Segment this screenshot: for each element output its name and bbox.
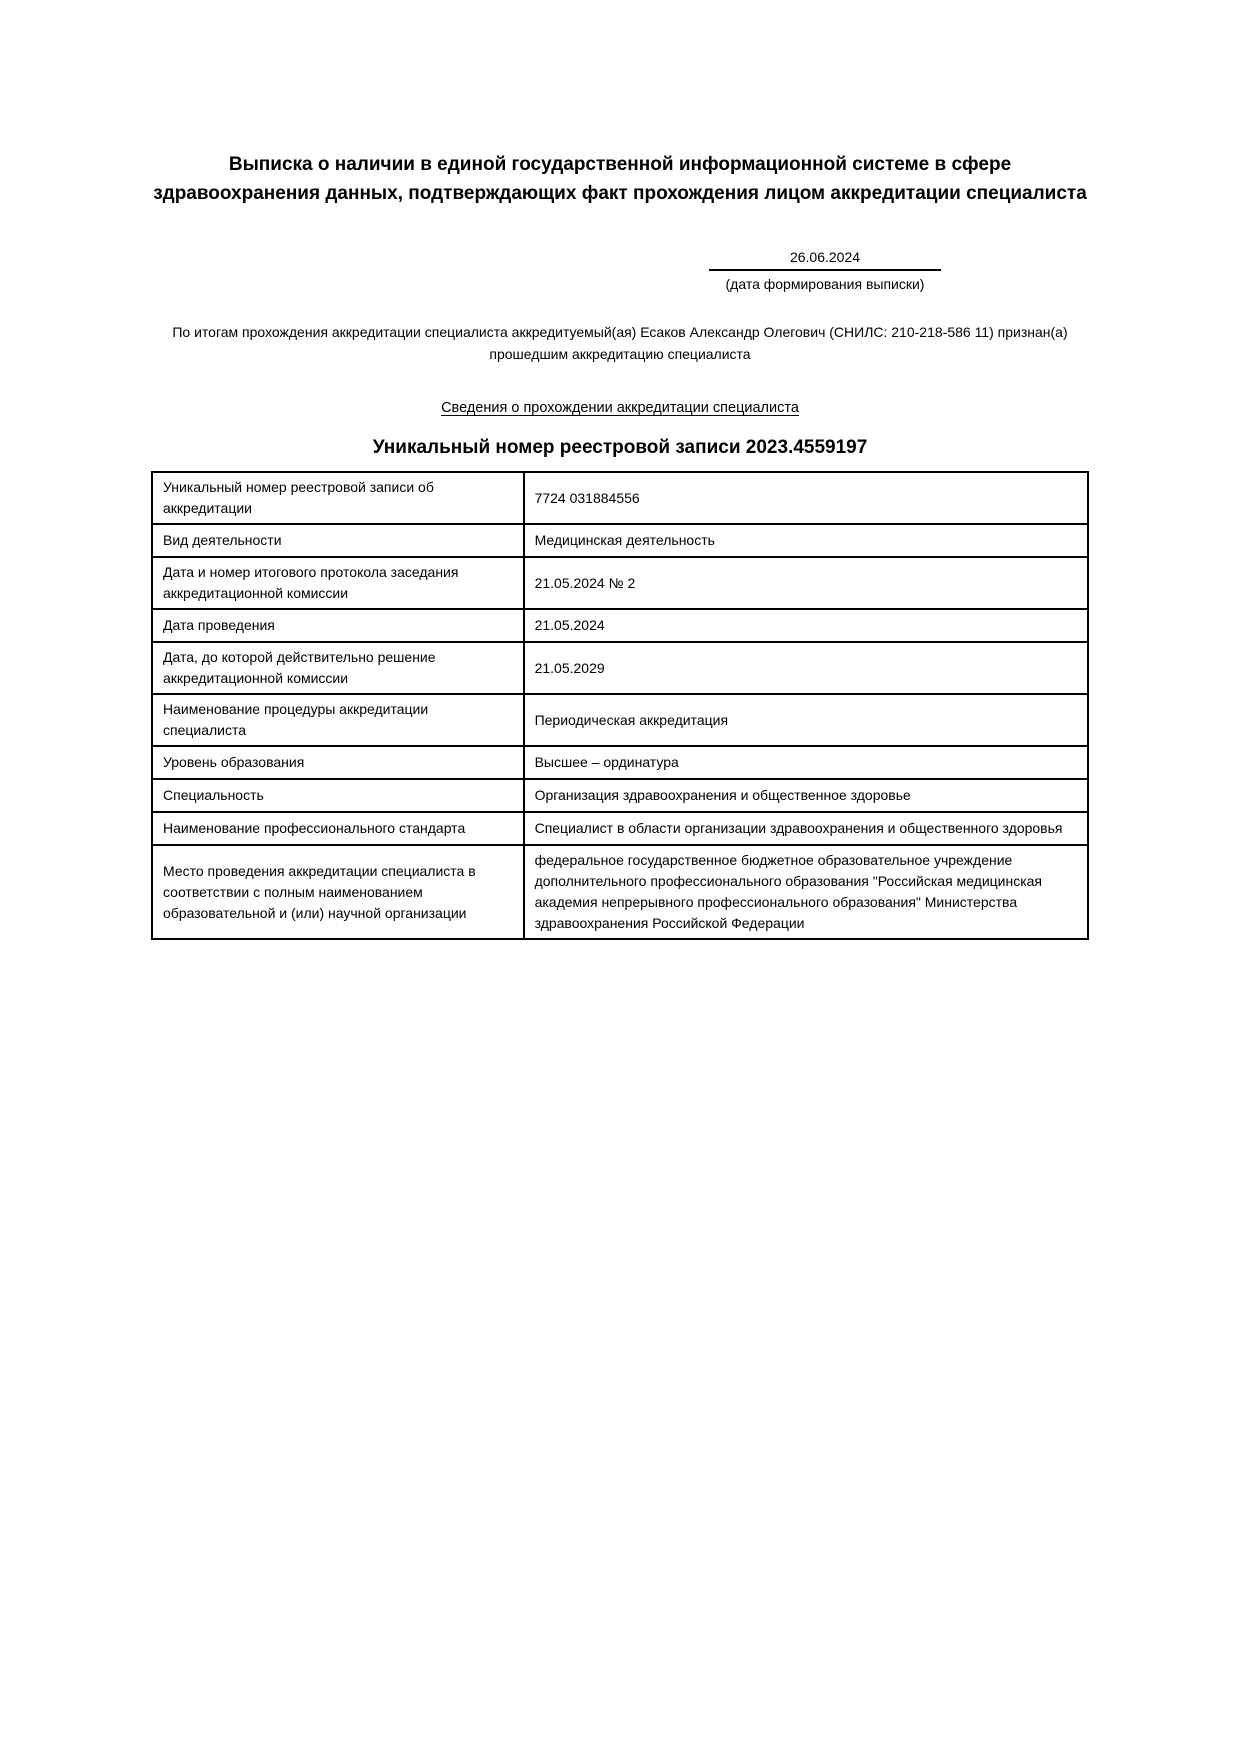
- table-row: [152, 845, 1088, 939]
- row-value-cell: 7724 031884556: [524, 472, 1088, 524]
- row-value-cell: 21.05.2024 № 2: [524, 557, 1088, 609]
- intro-paragraph: По итогам прохождения аккредитации специалиста аккредитуемый(ая) Есаков Александр Олегович (СНИЛС: 210-218-586 11) признан(а) прошедшим аккредитацию специалиста: [172, 324, 1068, 362]
- row-label-cell: Специальность: [152, 779, 524, 812]
- row-value-cell: федеральное государственное бюджетное образовательное учреждение дополнительного профессионального образования "Российская медицинская академия непрерывного профессионального образования" Министерства здравоохранения Российской Федерации: [524, 845, 1088, 939]
- row-label-cell: Наименование процедуры аккредитации специалиста: [152, 694, 524, 746]
- table-row: [152, 642, 1088, 694]
- date-block: [709, 246, 941, 295]
- record-number-title: Уникальный номер реестровой записи 2023.4559197: [372, 437, 868, 458]
- row-label-cell: Дата и номер итогового протокола заседания аккредитационной комиссии: [152, 557, 524, 609]
- table-row: [152, 779, 1088, 812]
- section-title-text: Сведения о прохождении аккредитации специалиста: [441, 400, 799, 416]
- table-row: [152, 472, 1088, 524]
- table-row: [152, 557, 1088, 609]
- row-label-cell: Место проведения аккредитации специалиста в соответствии с полным наименованием образовательной и (или) научной организации: [152, 845, 524, 939]
- row-value-cell: Периодическая аккредитация: [524, 694, 1088, 746]
- row-label-cell: Вид деятельности: [152, 524, 524, 557]
- row-value-cell: Высшее – ординатура: [524, 746, 1088, 779]
- row-label-cell: Дата, до которой действительно решение аккредитационной комиссии: [152, 642, 524, 694]
- document-content: [151, 0, 1089, 940]
- table-row: [152, 609, 1088, 642]
- accreditation-table: [151, 471, 1089, 940]
- extract-date-caption: (дата формирования выписки): [725, 276, 925, 292]
- row-label-cell: Наименование профессионального стандарта: [152, 812, 524, 845]
- row-label-cell: Уровень образования: [152, 746, 524, 779]
- table-row: [152, 812, 1088, 845]
- row-label-cell: Дата проведения: [152, 609, 524, 642]
- document-title: Выписка о наличии в единой государственной информационной системе в сфере здравоохранения данных, подтверждающих факт прохождения лицом аккредитации специалиста: [153, 154, 1087, 204]
- extract-date: 26.06.2024: [709, 246, 941, 271]
- row-value-cell: Специалист в области организации здравоохранения и общественного здоровья: [524, 812, 1088, 845]
- section-title: [151, 397, 1089, 419]
- row-value-cell: Медицинская деятельность: [524, 524, 1088, 557]
- row-value-cell: 21.05.2029: [524, 642, 1088, 694]
- table-row: [152, 694, 1088, 746]
- row-value-cell: 21.05.2024: [524, 609, 1088, 642]
- row-label-cell: Уникальный номер реестровой записи об аккредитации: [152, 472, 524, 524]
- table-row: [152, 524, 1088, 557]
- row-value-cell: Организация здравоохранения и общественное здоровье: [524, 779, 1088, 812]
- table-row: [152, 746, 1088, 779]
